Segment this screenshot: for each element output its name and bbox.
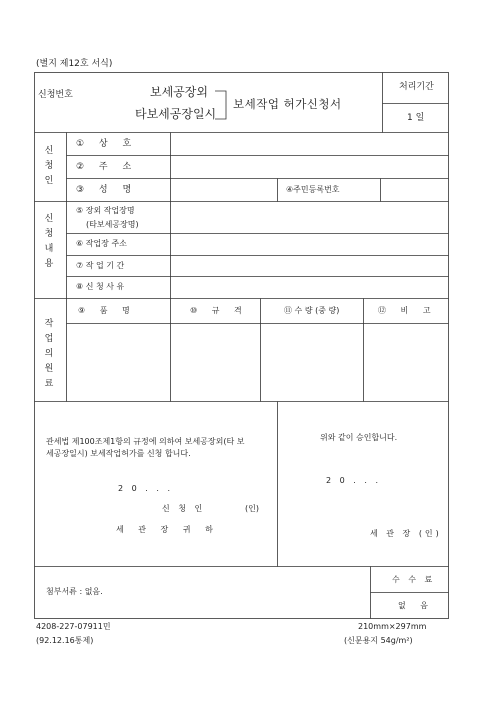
col-note: ⑫ 비 고: [378, 306, 437, 315]
paper-size: 210mm×297mm: [358, 622, 427, 631]
attachments-label: 첨부서류 : 없음.: [46, 587, 103, 596]
declaration-text-1: 관세법 제100조제1항의 규정에 의하여 보세공장외(타 보: [46, 437, 245, 446]
materials-side-label: 작업의원료: [44, 319, 54, 389]
approval-signer: 세 관 장 (인): [370, 529, 442, 538]
declaration-date: 2 0 . . .: [118, 484, 173, 493]
fee-label: 수 수 료: [392, 575, 436, 584]
page-title: 보세작업 허가신청서: [233, 97, 342, 111]
form-code: 4208-227-07911민: [36, 622, 111, 631]
applicant-side-label: 신청인: [44, 146, 54, 186]
application-side-label: 신청내용: [44, 214, 54, 269]
col-quantity: ⑪ 수 량 (중 량): [284, 306, 340, 315]
footer-date: (92.12.16통제): [36, 636, 94, 645]
work-period-label: ⑦ 작 업 기 간: [76, 261, 125, 270]
paper-type: (신문용지 54g/m²): [344, 636, 413, 645]
name-label: ③ 성 명: [76, 185, 138, 195]
work-site-name-label: ⑤ 장외 작업장명: [76, 206, 135, 215]
fee-value: 없 음: [398, 601, 434, 610]
other-factory-name-label: (타보세공장명): [86, 220, 139, 229]
form-number-note: (별지 제12호 서식): [36, 59, 113, 69]
approval-text: 위와 같이 승인합니다.: [320, 433, 398, 442]
applicant-seal: (인): [245, 504, 259, 513]
approval-date: 2 0 . . .: [326, 476, 381, 485]
address-label: ② 주 소: [76, 162, 138, 172]
resident-no-label: ④주민등록번호: [286, 185, 340, 194]
work-site-address-label: ⑥ 작업장 주소: [76, 239, 127, 248]
processing-period-label: 처리기간: [399, 82, 434, 92]
receipt-no-label: 신청번호: [38, 90, 73, 100]
declaration-text-2: 세공장일시) 보세작업허가를 신청 합니다.: [46, 449, 191, 458]
applicant-sign-label: 신 청 인: [162, 504, 206, 513]
title-line1: 보세공장외: [150, 85, 208, 99]
col-spec: ⑩ 규 격: [190, 306, 248, 315]
processing-period-value: 1 일: [407, 113, 425, 123]
reason-label: ⑧ 신 청 사 유: [76, 282, 125, 291]
addressee: 세 관 장 귀 하: [116, 525, 219, 534]
title-line2: 타보세공장일시: [135, 107, 217, 121]
trade-name-label: ① 상 호: [76, 139, 138, 149]
col-item-name: ⑨ 품 명: [78, 306, 136, 315]
